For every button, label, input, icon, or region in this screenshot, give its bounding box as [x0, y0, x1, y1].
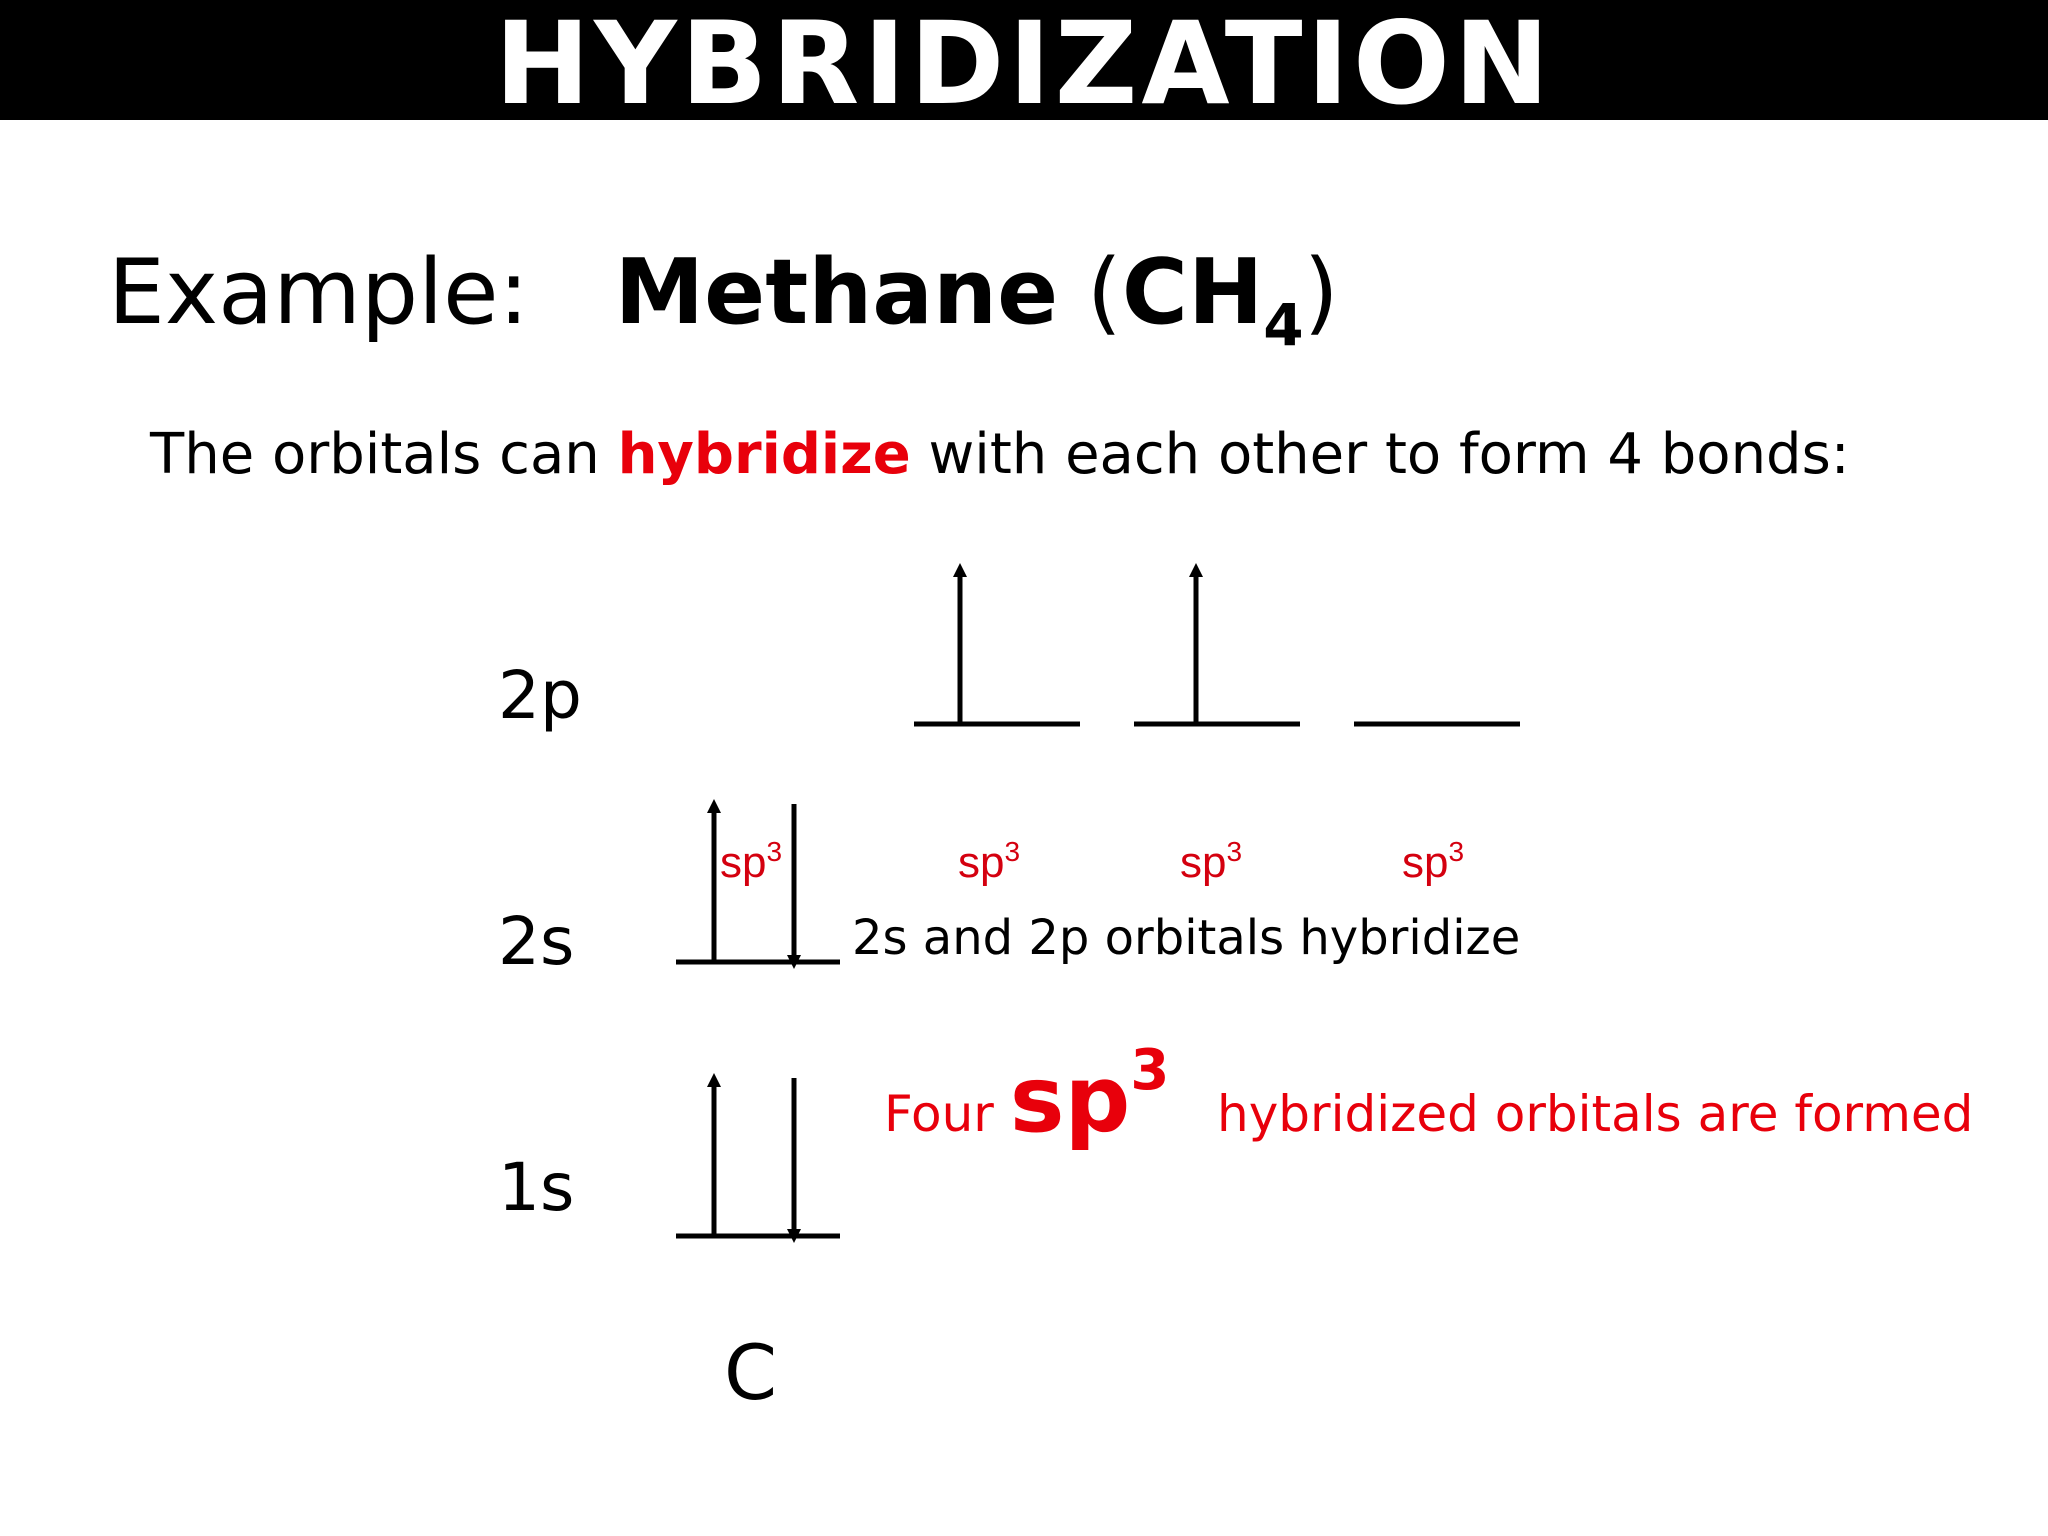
formula-close-paren: ) [1303, 240, 1339, 345]
sp3-label-2: $sp^3$ [958, 836, 1021, 887]
level-label-1s: 1s [498, 1149, 575, 1226]
formed-statement [884, 1030, 1973, 1184]
formed-before: Four [884, 1085, 1010, 1143]
slide-title: HYBRIDIZATION [494, 0, 1554, 130]
example-prefix: Example: [108, 240, 529, 345]
sp3-label-3: $sp^3$ [1180, 836, 1243, 887]
atom-label: C [724, 1328, 778, 1417]
formed-sp-exponent: 3 [1130, 1038, 1170, 1103]
hybridize-note: 2s and 2p orbitals hybridize [852, 910, 1521, 966]
formed-after: hybridized orbitals are formed [1201, 1085, 1974, 1143]
formula-main: CH [1121, 240, 1264, 345]
formula-open-paren: ( [1086, 240, 1122, 345]
level-label-2p: 2p [498, 657, 582, 734]
intro-before: The orbitals can [150, 422, 618, 487]
sp3-label-4: $sp^3$ [1402, 836, 1465, 887]
intro-after: with each other to form 4 bonds: [910, 422, 1850, 487]
formed-sp-big: sp [1009, 1046, 1131, 1153]
molecule-name: Methane [614, 240, 1059, 345]
intro-highlight: hybridize [617, 422, 911, 487]
sp3-label-1: $sp^3$ [720, 836, 783, 887]
formula-subscript: 4 [1263, 291, 1304, 359]
level-label-2s: 2s [498, 903, 575, 980]
